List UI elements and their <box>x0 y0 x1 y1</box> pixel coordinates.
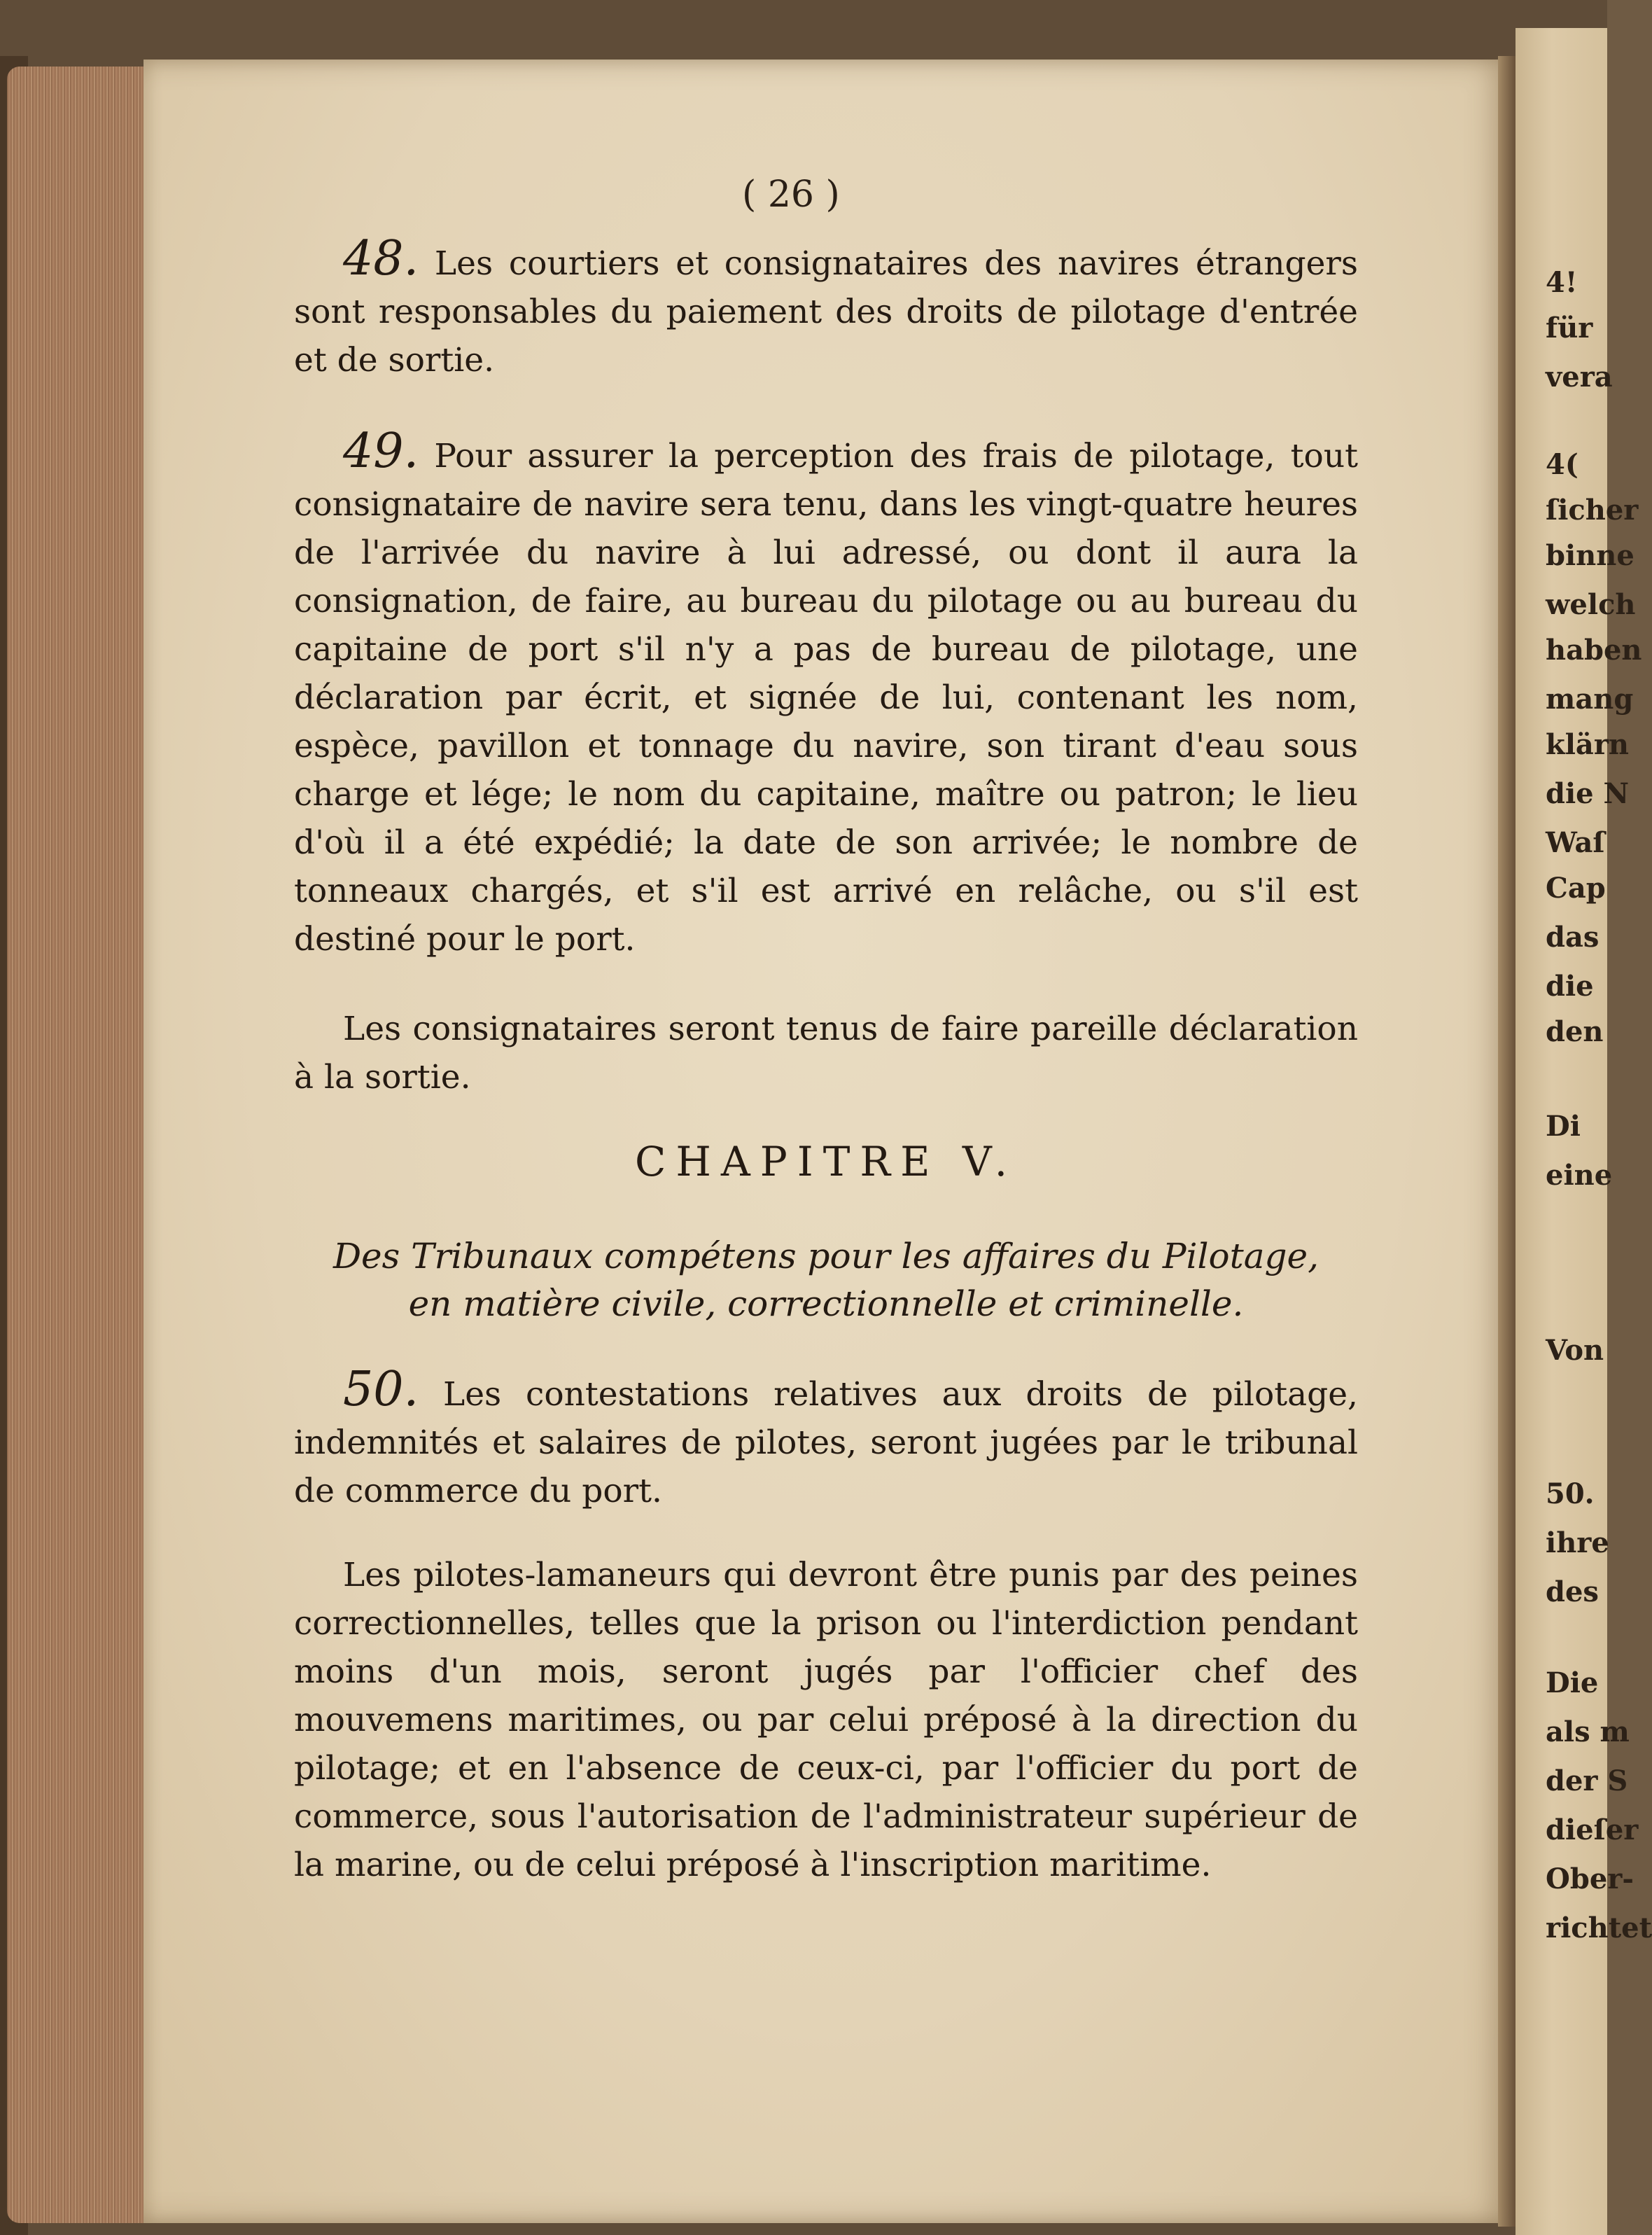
facing-fragment: ihre <box>1546 1526 1609 1559</box>
facing-fragment: welch <box>1546 588 1636 621</box>
facing-fragment: haben <box>1546 634 1642 667</box>
chapter-subtitle <box>294 1232 1358 1328</box>
chapter-subtitle-line-2: en matière civile, correctionnelle et criminelle. <box>408 1283 1244 1324</box>
facing-fragment: dieſer <box>1546 1813 1639 1846</box>
book-page-edges <box>7 67 150 2223</box>
article-text: Les pilotes-lamaneurs qui devront être punis par des peines correctionnelles, telles que la prison ou l'interdiction pendant moins d'un mois, seront jugés par l'officier chef des mouvemens maritimes, ou par celui préposé à la direction du pilotage; et en l'absence de ceux-ci, par l'officier du port de commerce, sous l'autorisation de l'administrateur supérieur de la marine, ou de celui préposé à l'inscription maritime. <box>294 1556 1358 1884</box>
facing-fragment: die <box>1546 970 1594 1003</box>
article-number: 50. <box>343 1362 419 1417</box>
chapter-heading: CHAPITRE V. <box>634 1138 1018 1185</box>
facing-fragment: Di <box>1546 1110 1581 1143</box>
facing-fragment: 50. <box>1546 1477 1595 1510</box>
article-number: 49. <box>343 424 419 479</box>
article-48 <box>294 231 1358 384</box>
facing-fragment: Cap <box>1546 872 1606 905</box>
page-number: ( 26 ) <box>742 174 840 216</box>
facing-fragment: das <box>1546 921 1600 954</box>
facing-fragment: Waſ <box>1546 826 1605 859</box>
facing-fragment: Ober- <box>1546 1862 1634 1895</box>
facing-fragment: richtet <box>1546 1912 1652 1944</box>
facing-fragment: für <box>1546 312 1593 344</box>
facing-fragment: mang <box>1546 683 1634 716</box>
facing-fragment: Die <box>1546 1666 1599 1699</box>
facing-fragment: ſicher <box>1546 494 1639 527</box>
facing-fragment: als m <box>1546 1715 1630 1748</box>
facing-fragment: der S <box>1546 1764 1628 1797</box>
facing-fragment: vera <box>1546 361 1613 394</box>
facing-fragment: 4! <box>1546 266 1578 299</box>
article-text: Les contestations relatives aux droits de pilotage, indemnités et salaires de pilotes, seront jugées par le tribunal de commerce du port. <box>294 1375 1358 1510</box>
facing-fragment: den <box>1546 1015 1604 1048</box>
facing-fragment: 4( <box>1546 448 1578 481</box>
chapter-subtitle-line-1: Des Tribunaux compétens pour les affaires du Pilotage, <box>332 1236 1320 1276</box>
article-49-continuation <box>294 1005 1358 1101</box>
facing-fragment: klärn <box>1546 728 1629 761</box>
article-50-continuation <box>294 1551 1358 1889</box>
article-text: Pour assurer la perception des frais de pilotage, tout consignataire de navire sera tenu, dans les vingt-quatre heures de l'arrivée du navire à lui adressé, ou dont il aura la consignation, de faire, au bureau du pilotage ou au bureau du capitaine de port s'il n'y a pas de bureau de pilotage, une déclaration par écrit, et signée de lui, contenant les nom, espèce, pavillon et tonnage du navire, son tirant d'eau sous charge et lége; le nom du capitaine, maître ou patron; le lieu d'où il a été expédié; la date de son arrivée; le nombre de tonneaux chargés, et s'il est arrivé en relâche, ou s'il est destiné pour le port. <box>294 437 1358 959</box>
facing-fragment: eine <box>1546 1159 1613 1192</box>
facing-fragment: des <box>1546 1575 1599 1608</box>
article-number: 48. <box>343 231 419 286</box>
facing-fragment: die N <box>1546 777 1630 810</box>
article-49 <box>294 424 1358 963</box>
article-text: Les consignataires seront tenus de faire pareille déclaration à la sortie. <box>294 1010 1358 1096</box>
facing-fragment: Von <box>1546 1334 1604 1367</box>
article-50 <box>294 1362 1358 1515</box>
article-text: Les courtiers et consignataires des navires étrangers sont responsables du paiement des droits de pilotage d'entrée et de sortie. <box>294 244 1358 380</box>
facing-fragment: binne <box>1546 539 1634 572</box>
